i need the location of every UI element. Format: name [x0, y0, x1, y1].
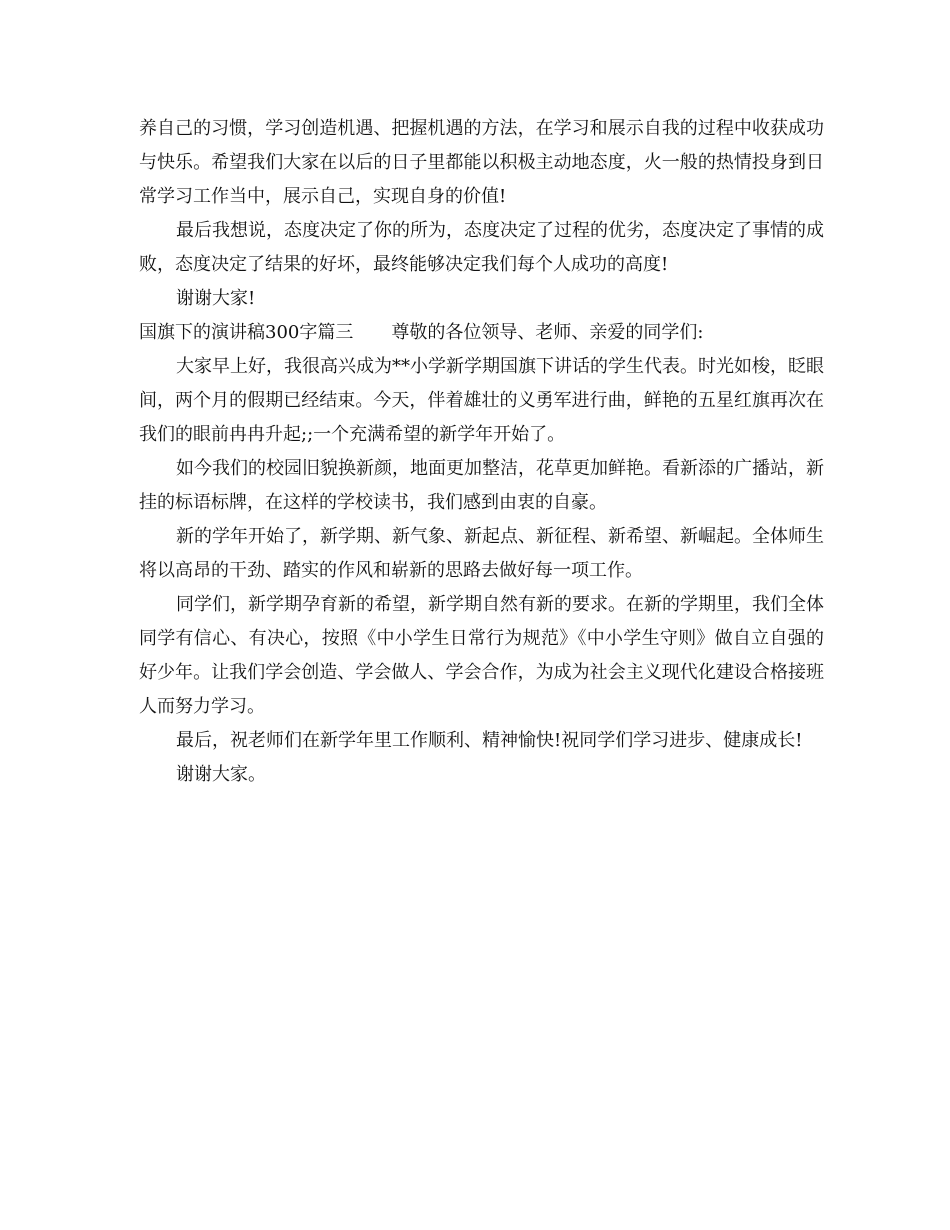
- paragraph-thanks: 谢谢大家!: [176, 288, 256, 309]
- salutation: 尊敬的各位领导、老师、亲爱的同学们:: [391, 322, 704, 343]
- paragraph-wishes: 最后，祝老师们在新学年里工作顺利、精神愉快!祝同学们学习进步、健康成长!: [176, 730, 803, 751]
- section-heading-line: [139, 316, 824, 350]
- paragraph-continuation: 养自己的习惯，学习创造机遇、把握机遇的方法，在学习和展示自我的过程中收获成功与快乐。希望我们大家在以后的日子里都能以积极主动地态度，火一般的热情投身到日常学习工作当中，展示自己，实现自身的价值!: [139, 118, 824, 207]
- paragraph-closing-thoughts: 最后我想说，态度决定了你的所为，态度决定了过程的优劣，态度决定了事情的成败，态度决定了结果的好坏，最终能够决定我们每个人成功的高度!: [139, 220, 824, 275]
- paragraph-greeting: 大家早上好，我很高兴成为**小学新学期国旗下讲话的学生代表。时光如梭，眨眼间，两个月的假期已经结束。今天，伴着雄壮的义勇军进行曲，鲜艳的五星红旗再次在我们的眼前冉冉升起;;一个充满希望的新学年开始了。: [139, 356, 824, 445]
- section-title: 国旗下的演讲稿300字篇三: [139, 322, 354, 343]
- paragraph-classmates: 同学们，新学期孕育新的希望，新学期自然有新的要求。在新的学期里，我们全体同学有信心、有决心，按照《中小学生日常行为规范》《中小学生守则》做自立自强的好少年。让我们学会创造、学会做人、学会合作，为成为社会主义现代化建设合格接班人而努力学习。: [139, 594, 824, 717]
- paragraph-campus: 如今我们的校园旧貌换新颜，地面更加整洁，花草更加鲜艳。看新添的广播站，新挂的标语标牌，在这样的学校读书，我们感到由衷的自豪。: [139, 458, 824, 513]
- document-body: [139, 112, 824, 792]
- paragraph-new-year: 新的学年开始了，新学期、新气象、新起点、新征程、新希望、新崛起。全体师生将以高昂的干劲、踏实的作风和崭新的思路去做好每一项工作。: [139, 526, 824, 581]
- paragraph-final-thanks: 谢谢大家。: [176, 764, 266, 785]
